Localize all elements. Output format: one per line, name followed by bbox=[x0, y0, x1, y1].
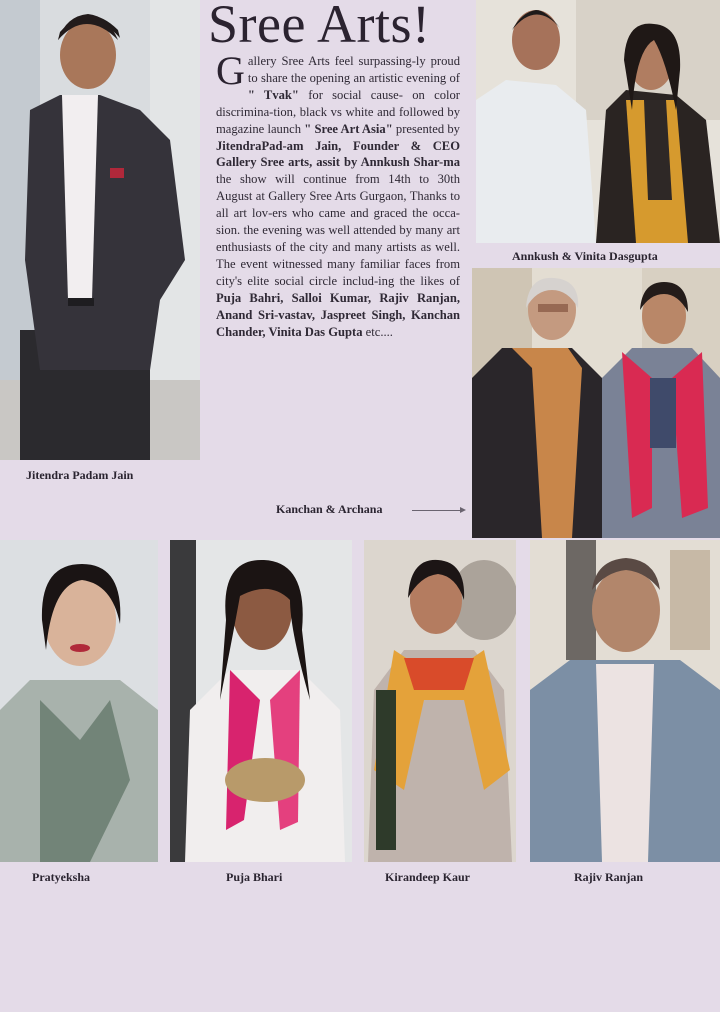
article-tvak: " Tvak" bbox=[247, 87, 299, 102]
photo-pratyeksha bbox=[0, 540, 158, 862]
photo-puja-image bbox=[170, 540, 352, 862]
article-text-1: allery Sree Arts feel surpassing-ly proud to share the opening an artistic evening of bbox=[247, 54, 460, 85]
page-title: Sree Arts! bbox=[208, 0, 431, 54]
article-text-3: presented by bbox=[395, 121, 460, 136]
caption-annkush-vinita: Annkush & Vinita Dasgupta bbox=[512, 249, 658, 263]
photo-pratyeksha-image bbox=[0, 540, 158, 862]
caption-rajiv: Rajiv Ranjan bbox=[574, 870, 644, 884]
photo-rajiv-image bbox=[530, 540, 720, 862]
caption-arrow-icon bbox=[412, 510, 464, 511]
photo-puja bbox=[170, 540, 352, 862]
drop-cap: G bbox=[216, 48, 245, 93]
photo-kanchan-archana bbox=[472, 268, 720, 538]
article-body bbox=[216, 48, 460, 340]
photo-annkush-vinita-image bbox=[476, 0, 720, 243]
photo-jitendra bbox=[0, 0, 200, 460]
caption-pratyeksha: Pratyeksha bbox=[32, 870, 90, 884]
article-text-2: for social cause- on color discrimina-tion, black vs white and followed by magazine launch bbox=[216, 87, 460, 136]
photo-jitendra-image bbox=[0, 0, 200, 460]
photo-kanchan-archana-image bbox=[472, 268, 720, 538]
article-sree-art-asia: " Sree Art Asia" bbox=[304, 121, 393, 136]
caption-kirandeep: Kirandeep Kaur bbox=[385, 870, 471, 884]
photo-annkush-vinita bbox=[476, 0, 720, 243]
article-text-5: etc.... bbox=[365, 324, 393, 339]
caption-puja: Puja Bhari bbox=[226, 870, 283, 884]
article-guests: Puja Bahri, Salloi Kumar, Rajiv Ranjan, Anand Sri-vastav, Jaspreet Singh, Kanchan Chander, Vinita Das Gupta bbox=[216, 290, 460, 339]
caption-kanchan-archana: Kanchan & Archana bbox=[276, 502, 383, 516]
article-founder: JitendraPad-am Jain, Founder & CEO Gallery Sree arts, assit by Annkush Shar-ma bbox=[216, 138, 460, 170]
photo-rajiv bbox=[530, 540, 720, 862]
photo-kirandeep bbox=[364, 540, 516, 862]
photo-kirandeep-image bbox=[364, 540, 516, 862]
article-text-4: the show will continue from 14th to 30th August at Gallery Sree Arts Gurgaon, Thanks to all art lov-ers who came and graced the occa-sion. the evening was well attended by many art enthusiasts of the city and many artists as well. The event witnessed many familiar faces from city's elite social circle includ-ing the likes of bbox=[216, 172, 460, 288]
caption-jitendra: Jitendra Padam Jain bbox=[26, 468, 134, 482]
